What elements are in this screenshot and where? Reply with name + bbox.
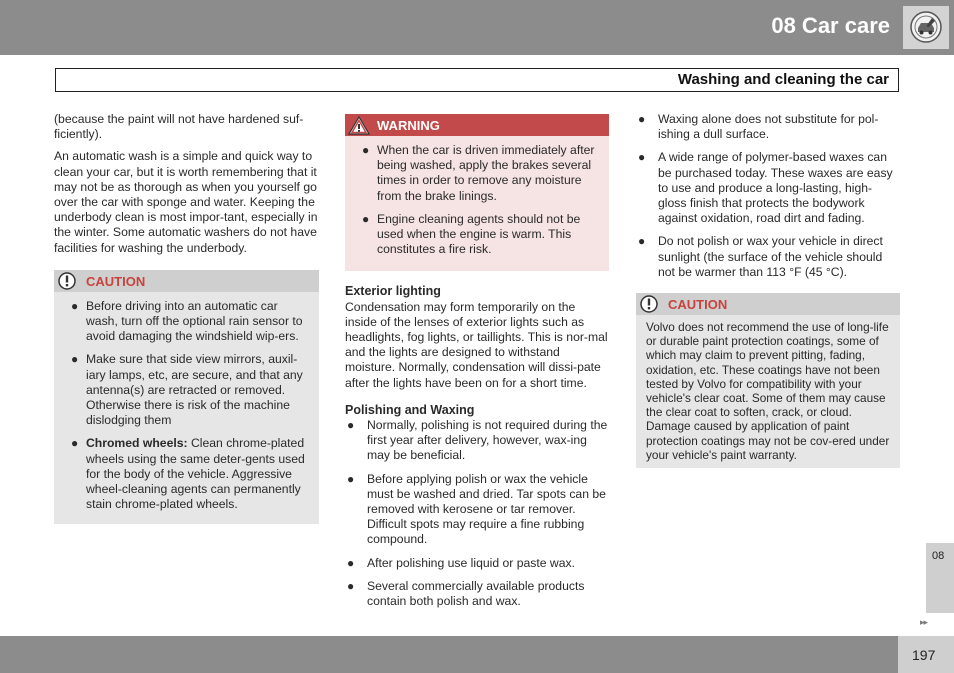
bullet-icon: ● bbox=[71, 298, 79, 313]
paragraph: (because the paint will not have hardened suf-ficiently). bbox=[54, 112, 304, 142]
bullet-icon: ● bbox=[347, 578, 355, 593]
section-title: Washing and cleaning the car bbox=[677, 71, 889, 88]
bullet-icon: ● bbox=[362, 143, 370, 157]
bullet-icon: ● bbox=[71, 436, 79, 451]
footer-bar bbox=[0, 636, 898, 673]
column-right bbox=[636, 112, 900, 468]
caution-header bbox=[54, 270, 319, 292]
car-care-icon bbox=[909, 10, 943, 44]
list-item: ● Engine cleaning agents should not be used when the engine is warm. This constitutes a fire risk. bbox=[362, 211, 581, 257]
caution-label: CAUTION bbox=[668, 297, 728, 313]
exclamation-icon bbox=[639, 295, 659, 313]
exclamation-icon bbox=[57, 272, 77, 290]
paragraph: Condensation may form temporarily on the inside of the lenses of exterior lights such as headlights, fog lights, or taillights. This is nor-mal and the lights are designed to withstand moisture. Normally, condensation will dissi-pate after the lights have been on for a short time. bbox=[345, 299, 608, 390]
list-item: ● Make sure that side view mirrors, auxil-iary lamps, etc, are secure, and that any antenna(s) are retracted or removed. Otherwise there is risk of the machine dislodging them bbox=[71, 352, 303, 428]
list-item: ● After polishing use liquid or paste wax. bbox=[347, 555, 575, 570]
bullet-icon: ● bbox=[71, 352, 79, 367]
list-item: ● Chromed wheels: Clean chrome-plated wheels using the same deter-gents used for the body of the vehicle. Aggressive wheel-cleaning agents can permanently stain chrome-plated wheels. bbox=[71, 436, 305, 512]
polishing-heading: Polishing and Waxing bbox=[345, 402, 475, 417]
warning-label: WARNING bbox=[377, 118, 440, 133]
caution-box bbox=[54, 270, 319, 525]
list-item: ● A wide range of polymer-based waxes can be purchased today. These waxes are easy to use and produce a long-lasting, high-gloss finish that protects the bodywork against oxidation, road dirt and fading. bbox=[638, 150, 893, 226]
warning-triangle-icon bbox=[348, 116, 370, 135]
caution-label: CAUTION bbox=[86, 273, 146, 289]
section-header bbox=[55, 68, 899, 92]
car-care-logo bbox=[903, 6, 949, 49]
column-middle bbox=[345, 114, 609, 617]
chapter-title: 08 Car care bbox=[771, 13, 890, 38]
caution-list bbox=[54, 292, 319, 525]
page-number-box bbox=[898, 636, 954, 673]
caution-box bbox=[636, 293, 900, 468]
caution-header bbox=[636, 293, 900, 315]
warning-list bbox=[345, 136, 609, 271]
chapter-tab[interactable] bbox=[926, 543, 954, 613]
bullet-icon: ● bbox=[638, 112, 646, 126]
list-item: ● When the car is driven immediately after being washed, apply the brakes several times in order to remove any moisture from the brake linings. bbox=[362, 143, 595, 203]
page-number: 197 bbox=[912, 647, 936, 663]
bullet-icon: ● bbox=[347, 555, 355, 570]
list-item: ● Before applying polish or wax the vehicle must be washed and dried. Tar spots can be removed with kerosene or tar remover. Difficult spots may require a fine rubbing compound. bbox=[347, 471, 606, 547]
chapter-tab-label: 08 bbox=[932, 550, 945, 562]
paragraph: An automatic wash is a simple and quick way to clean your car, but it is worth remembering that it may not be as thorough as when you yourself go over the car with sponge and water. Keeping the underbody clean is most impor-tant, especially in the winter. Some automatic washers do not have facilities for washing the underbody. bbox=[54, 149, 318, 255]
bullet-icon: ● bbox=[347, 471, 355, 486]
waxing-list bbox=[636, 112, 900, 280]
exterior-lighting-heading: Exterior lighting bbox=[345, 284, 441, 299]
list-item: ● Waxing alone does not substitute for pol-ishing a dull surface. bbox=[638, 112, 879, 142]
column-left bbox=[54, 112, 319, 524]
warning-box bbox=[345, 114, 609, 271]
list-item: ● Several commercially available products contain both polish and wax. bbox=[347, 578, 585, 609]
list-item: ● Normally, polishing is not required during the first year after delivery, however, wax-ing may be beneficial. bbox=[347, 418, 608, 463]
warning-header bbox=[345, 114, 609, 136]
polishing-list bbox=[345, 418, 609, 609]
bullet-icon: ● bbox=[638, 150, 646, 165]
list-item: ● Do not polish or wax your vehicle in direct sunlight (the surface of the vehicle should not be warmer than 113 °F (45 °C). bbox=[638, 234, 883, 279]
bullet-icon: ● bbox=[362, 211, 370, 226]
next-page-arrows-icon[interactable]: ▸▸ bbox=[920, 617, 928, 627]
header-bar bbox=[0, 0, 954, 55]
caution-text: Volvo does not recommend the use of long-life or durable paint protection coatings, some of which may claim to prevent pitting, fading, oxidation, etc. These coatings have not been tested by Volvo for compatibility with your vehicle's clear coat. Some of them may cause the clear coat to soften, crack, or cloud. Damage caused by application of paint protection coatings may not be cov-ered under your vehicle's paint warranty. bbox=[646, 320, 890, 462]
list-item: ● Before driving into an automatic car wash, turn off the optional rain sensor to avoid damaging the windshield wip-ers. bbox=[71, 298, 303, 344]
bullet-icon: ● bbox=[347, 418, 355, 433]
bullet-icon: ● bbox=[638, 234, 646, 249]
